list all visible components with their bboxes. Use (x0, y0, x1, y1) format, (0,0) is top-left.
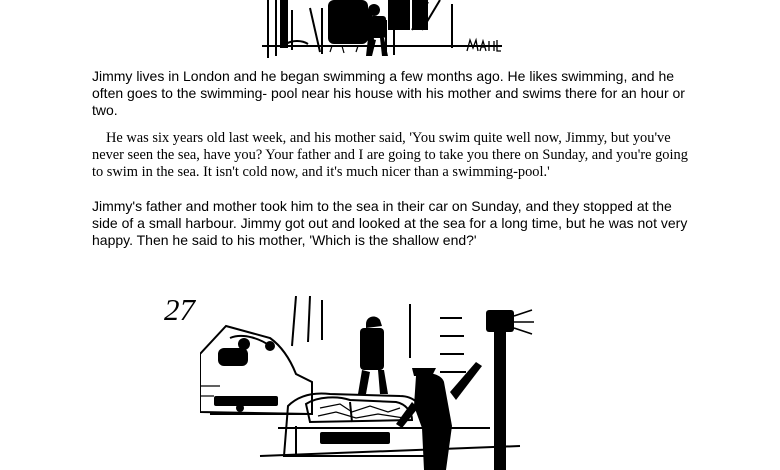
story-paragraph: He was six years old last week, and his mother said, 'You swim quite well now, Jimmy, but you've never seen the sea, have you? Your father and I are going to take you there on Sunday, and you're going to swim in the sea. It isn't cold now, and it's much nicer than a swimming-pool.' (92, 130, 688, 180)
story-paragraph: Jimmy lives in London and he began swimming a few months ago. He likes swimming, and he often goes to the swimming- pool near his house with his mother and swims there for an hour or two. (92, 68, 685, 118)
story-paragraph: Jimmy's father and mother took him to the sea in their car on Sunday, and they stopped at the side of a small harbour. Jimmy got out and looked at the sea for a long time, but he was not very happy. Then he said to his mother, 'Which is the shallow end?' (92, 198, 688, 248)
traffic-illustration (200, 296, 540, 470)
illustrator-signature (465, 36, 501, 54)
story-number: 27 (164, 292, 195, 327)
